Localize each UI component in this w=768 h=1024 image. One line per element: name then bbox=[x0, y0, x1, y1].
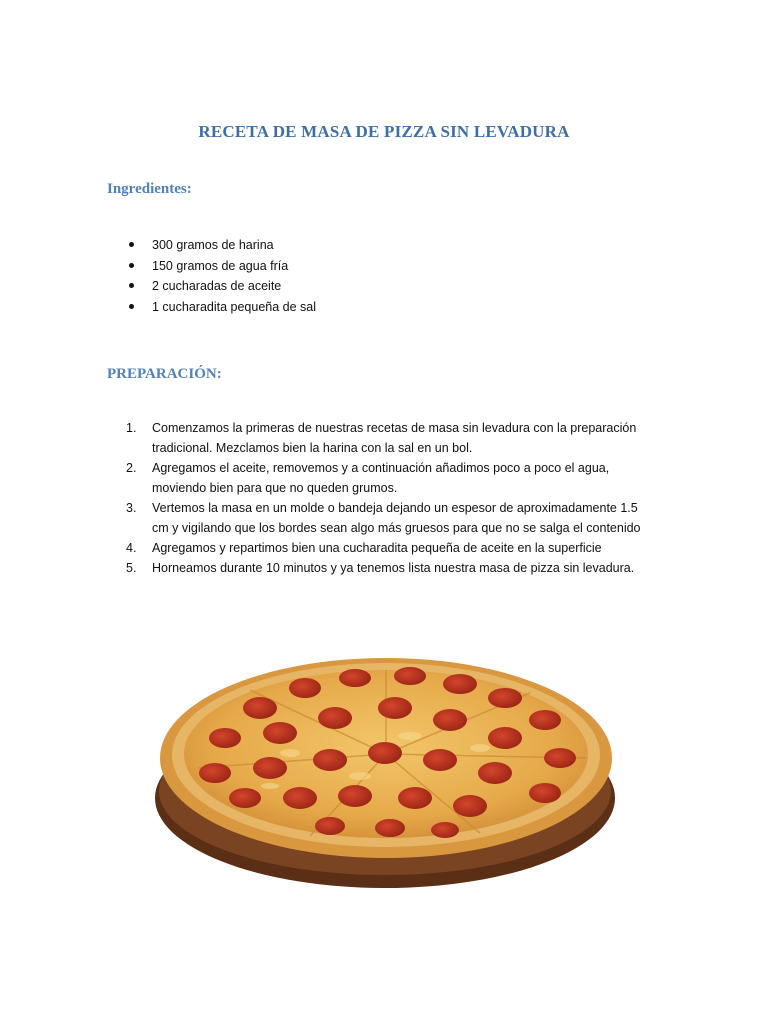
preparation-steps bbox=[126, 418, 646, 578]
step-number: 2. bbox=[126, 461, 137, 475]
step-text: Agregamos y repartimos bien una cucharadita pequeña de aceite en la superficie bbox=[152, 541, 602, 555]
step-number: 4. bbox=[126, 541, 137, 555]
step-text: Comenzamos la primeras de nuestras recetas de masa sin levadura con la preparación tradicional. Mezclamos bien la harina con la sal en un bol. bbox=[152, 421, 637, 455]
step-item bbox=[126, 558, 646, 578]
step-text: Horneamos durante 10 minutos y ya tenemos lista nuestra masa de pizza sin levadura. bbox=[152, 561, 635, 575]
ingredient-item: 2 cucharadas de aceite bbox=[129, 276, 316, 297]
step-number: 3. bbox=[126, 501, 137, 515]
step-item bbox=[126, 418, 646, 458]
step-item bbox=[126, 538, 646, 558]
ingredients-heading: Ingredientes: bbox=[107, 181, 192, 197]
pizza-image bbox=[150, 648, 620, 893]
ingredient-item: 150 gramos de agua fría bbox=[129, 256, 316, 277]
step-text: Agregamos el aceite, removemos y a continuación añadimos poco a poco el agua, moviendo bien para que no queden grumos. bbox=[152, 461, 610, 495]
step-item bbox=[126, 458, 646, 498]
ingredient-item: 300 gramos de harina bbox=[129, 235, 316, 256]
preparation-heading: PREPARACIÓN: bbox=[107, 366, 222, 382]
ingredient-item: 1 cucharadita pequeña de sal bbox=[129, 297, 316, 318]
step-number: 5. bbox=[126, 561, 137, 575]
step-text: Vertemos la masa en un molde o bandeja dejando un espesor de aproximadamente 1.5 cm y vigilando que los bordes sean algo más gruesos para que no se salga el contenido bbox=[152, 501, 641, 535]
step-number: 1. bbox=[126, 421, 137, 435]
ingredients-list bbox=[129, 235, 316, 317]
step-item bbox=[126, 498, 646, 538]
pizza-icon bbox=[150, 648, 620, 893]
page-title: RECETA DE MASA DE PIZZA SIN LEVADURA bbox=[198, 122, 570, 141]
